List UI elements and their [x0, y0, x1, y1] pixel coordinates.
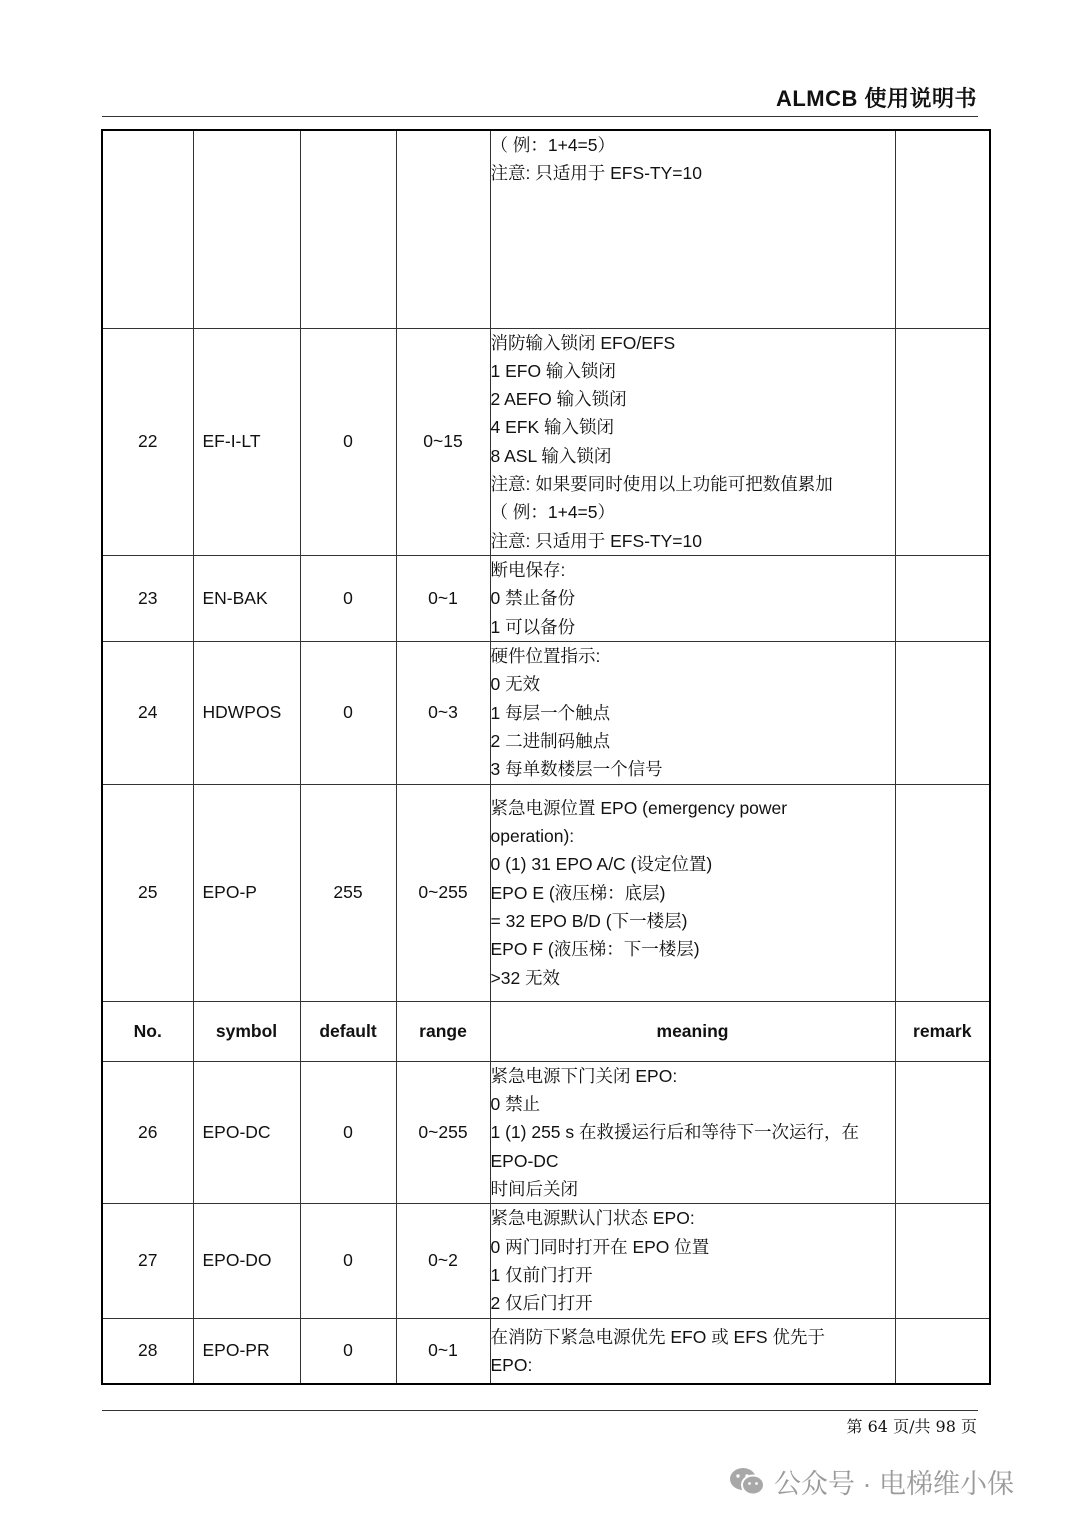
- cell-remark: [895, 784, 990, 1001]
- meaning-line: EPO-DC: [490, 1150, 559, 1171]
- cell-remark: [895, 641, 990, 784]
- meaning-line: 硬件位置指示:: [490, 646, 601, 667]
- meaning-line: = 32 EPO B/D (下一楼层): [490, 911, 688, 932]
- cell-default: 0: [300, 328, 396, 555]
- watermark: [728, 1462, 1014, 1501]
- cell-remark: [895, 1061, 990, 1203]
- page-number: 第 64 页/共 98 页: [846, 1417, 977, 1436]
- table-row: [102, 1061, 990, 1203]
- meaning-line: 在消防下紧急电源优先 EFO 或 EFS 优先于: [490, 1326, 825, 1347]
- cell-symbol: EPO-DO: [193, 1204, 300, 1318]
- meaning-line: 1 仅前门打开: [490, 1264, 593, 1285]
- meaning-line: 消防输入锁闭 EFO/EFS: [490, 332, 676, 353]
- cell-remark: [895, 555, 990, 641]
- table-row: [102, 328, 990, 555]
- cell-default: 0: [300, 1318, 396, 1384]
- table-header-row: [102, 1001, 990, 1061]
- meaning-line: EPO F (液压梯：下一楼层): [490, 939, 700, 960]
- cell-no: 24: [102, 641, 193, 784]
- meaning-line: 0 无效: [490, 674, 541, 695]
- parameter-table: [101, 129, 991, 1385]
- meaning-line: 0 禁止: [490, 1094, 541, 1115]
- cell-remark: [895, 1318, 990, 1384]
- cell-no: 26: [102, 1061, 193, 1203]
- meaning-line: 0 两门同时打开在 EPO 位置: [490, 1236, 710, 1257]
- meaning-line: 紧急电源下门关闭 EPO:: [490, 1065, 678, 1086]
- meaning-line: 2 AEFO 输入锁闭: [490, 389, 627, 410]
- meaning-line: 1 可以备份: [490, 616, 576, 637]
- cell-default: 0: [300, 1204, 396, 1318]
- meaning-line: （ 例：1+4=5）: [490, 135, 615, 155]
- header-remark: remark: [895, 1001, 990, 1061]
- meaning-line: operation):: [490, 826, 575, 847]
- meaning-line: 注意: 只适用于 EFS-TY=10: [490, 530, 702, 551]
- header-meaning: meaning: [490, 1001, 895, 1061]
- meaning-line: 0 禁止备份: [490, 588, 576, 609]
- cell-default: 0: [300, 555, 396, 641]
- meaning-line: 紧急电源默认门状态 EPO:: [490, 1208, 695, 1229]
- meaning-line: 0 (1) 31 EPO A/C (设定位置): [490, 854, 713, 875]
- table-row: [102, 130, 990, 328]
- footer-divider: [102, 1410, 978, 1411]
- cell-symbol: [193, 130, 300, 328]
- cell-symbol: HDWPOS: [193, 641, 300, 784]
- meaning-line: EPO:: [490, 1354, 533, 1375]
- cell-meaning: [490, 555, 895, 641]
- cell-range: 0~1: [396, 555, 490, 641]
- meaning-line: >32 无效: [490, 967, 561, 988]
- cell-no: 27: [102, 1204, 193, 1318]
- cell-default: 0: [300, 1061, 396, 1203]
- cell-range: 0~15: [396, 328, 490, 555]
- table-row: [102, 641, 990, 784]
- meaning-line: （ 例：1+4=5）: [490, 502, 615, 523]
- table-row: [102, 1204, 990, 1318]
- cell-symbol: EPO-PR: [193, 1318, 300, 1384]
- cell-no: 25: [102, 784, 193, 1001]
- cell-meaning: [490, 1318, 895, 1384]
- meaning-line: 注意: 只适用于 EFS-TY=10: [490, 163, 702, 184]
- header-divider: [102, 116, 978, 117]
- cell-meaning: [490, 641, 895, 784]
- cell-meaning: [490, 784, 895, 1001]
- meaning-line: 2 二进制码触点: [490, 731, 611, 752]
- cell-remark: [895, 1204, 990, 1318]
- cell-default: [300, 130, 396, 328]
- meaning-line: 注意: 如果要同时使用以上功能可把数值累加: [490, 473, 833, 494]
- meaning-line: 8 ASL 输入锁闭: [490, 445, 612, 466]
- cell-range: [396, 130, 490, 328]
- document-title: ALMCB 使用说明书: [775, 86, 977, 111]
- meaning-line: 1 EFO 输入锁闭: [490, 360, 616, 381]
- header-symbol: symbol: [193, 1001, 300, 1061]
- watermark-text: 公众号 · 电梯维小保: [774, 1469, 1014, 1499]
- cell-no: 22: [102, 328, 193, 555]
- cell-symbol: EPO-DC: [193, 1061, 300, 1203]
- meaning-line: EPO E (液压梯：底层): [490, 882, 666, 903]
- cell-symbol: EN-BAK: [193, 555, 300, 641]
- table-row: [102, 1318, 990, 1384]
- cell-symbol: EF-I-LT: [193, 328, 300, 555]
- cell-range: 0~255: [396, 784, 490, 1001]
- cell-range: 0~2: [396, 1204, 490, 1318]
- table-row: [102, 784, 990, 1001]
- cell-remark: [895, 328, 990, 555]
- meaning-line: 2 仅后门打开: [490, 1293, 593, 1314]
- table-row: [102, 555, 990, 641]
- meaning-line: 1 每层一个触点: [490, 702, 611, 723]
- meaning-line: 时间后关闭: [490, 1179, 578, 1200]
- meaning-line: 紧急电源位置 EPO (emergency power: [490, 797, 788, 818]
- cell-remark: [895, 130, 990, 328]
- cell-default: 0: [300, 641, 396, 784]
- cell-range: 0~1: [396, 1318, 490, 1384]
- wechat-icon: [728, 1466, 766, 1498]
- meaning-line: 断电保存:: [490, 559, 566, 580]
- cell-no: 28: [102, 1318, 193, 1384]
- cell-meaning: [490, 328, 895, 555]
- meaning-line: 3 每单数楼层一个信号: [490, 759, 663, 780]
- cell-range: 0~3: [396, 641, 490, 784]
- cell-default: 255: [300, 784, 396, 1001]
- cell-meaning: [490, 1061, 895, 1203]
- header-default: default: [300, 1001, 396, 1061]
- header-no: No.: [102, 1001, 193, 1061]
- cell-no: 23: [102, 555, 193, 641]
- cell-meaning: [490, 1204, 895, 1318]
- cell-range: 0~255: [396, 1061, 490, 1203]
- meaning-line: 4 EFK 输入锁闭: [490, 417, 614, 438]
- cell-symbol: EPO-P: [193, 784, 300, 1001]
- cell-no: [102, 130, 193, 328]
- meaning-line: 1 (1) 255 s 在救援运行后和等待下一次运行，在: [490, 1122, 860, 1143]
- header-range: range: [396, 1001, 490, 1061]
- cell-meaning: [490, 130, 895, 328]
